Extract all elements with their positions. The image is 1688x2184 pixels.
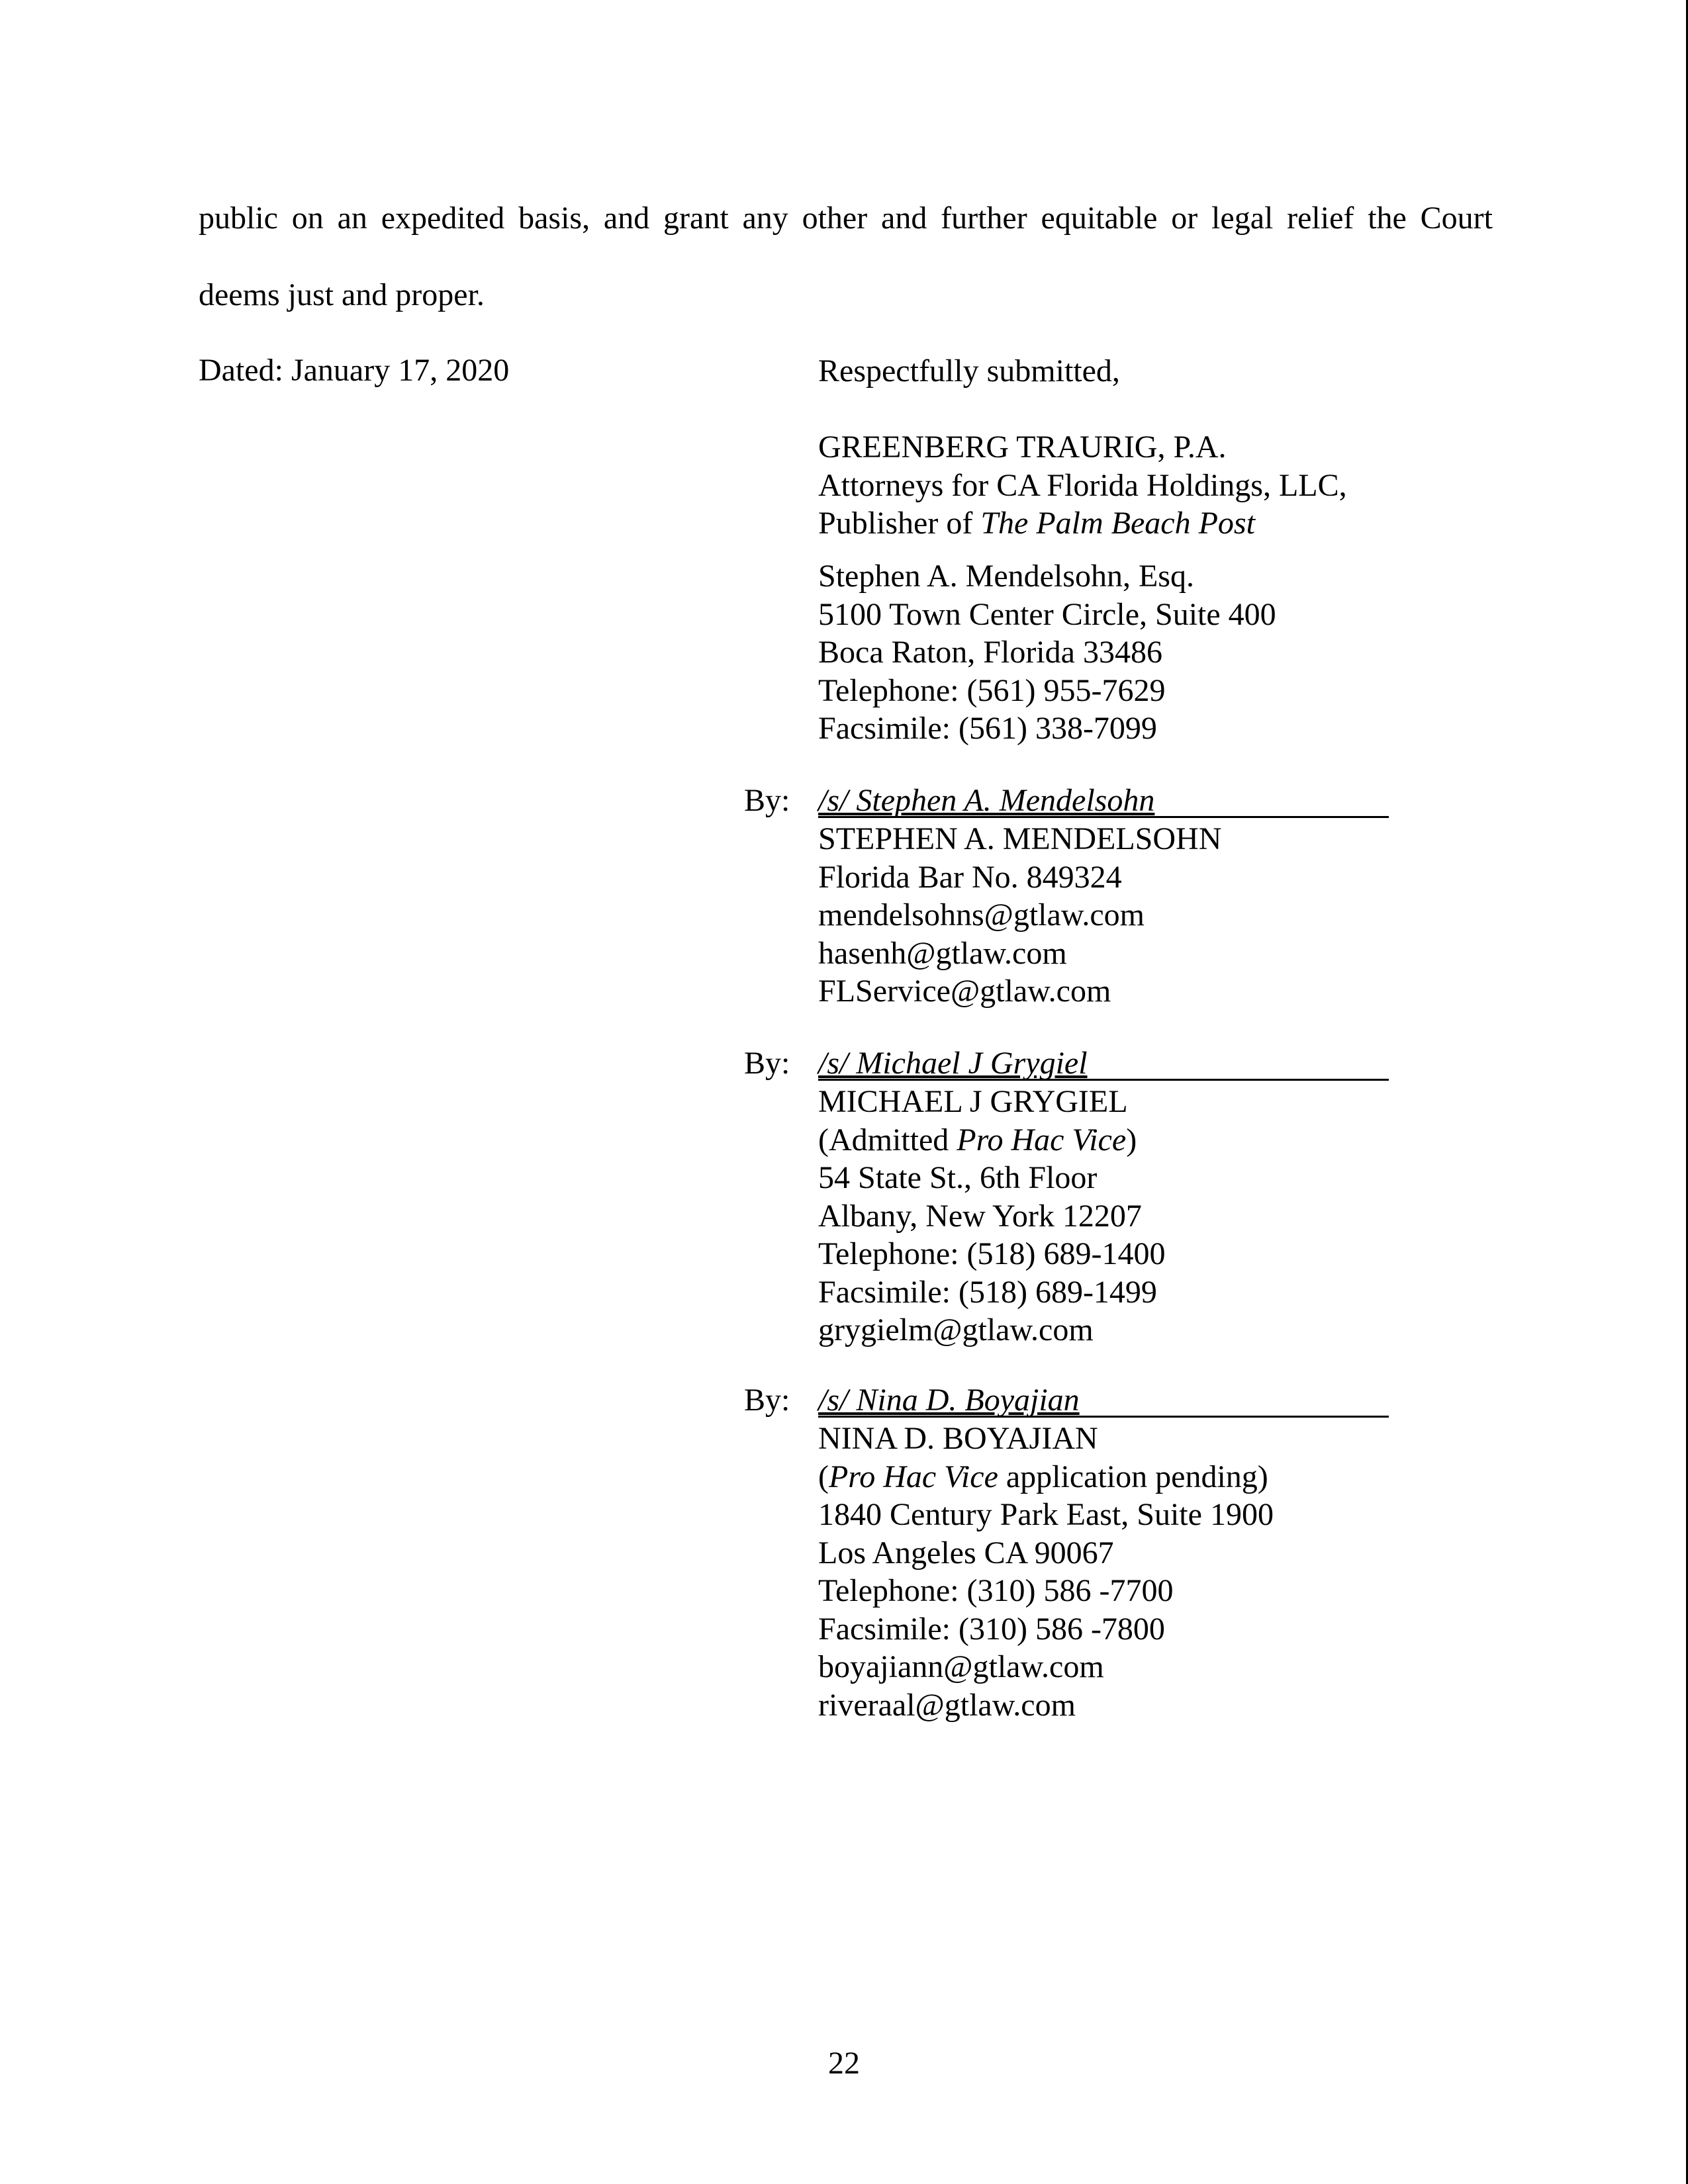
publisher-prefix: Publisher of xyxy=(818,506,981,541)
body-paragraph-line-1: public on an expedited basis, and grant any other and further equitable or legal relief the Court xyxy=(199,201,1493,236)
by-label-1: By: xyxy=(744,783,790,818)
contact-block xyxy=(818,557,1276,748)
by-label-2: By: xyxy=(744,1046,790,1081)
contact-address-2: Boca Raton, Florida 33486 xyxy=(818,635,1162,670)
phv-suffix: application pending) xyxy=(998,1459,1268,1494)
signatory-1-line: hasenh@gtlaw.com xyxy=(818,935,1067,971)
signature-line-1 xyxy=(818,782,1389,818)
contact-address-1: 5100 Town Center Circle, Suite 400 xyxy=(818,596,1276,632)
signature-3: /s/ Nina D. Boyajian xyxy=(818,1383,1080,1418)
page-number: 22 xyxy=(828,2046,860,2081)
phv-open: ( xyxy=(818,1459,829,1494)
signatory-2-line: grygielm@gtlaw.com xyxy=(818,1312,1094,1347)
firm-name: GREENBERG TRAURIG, P.A. xyxy=(818,430,1227,465)
signatory-2-name: MICHAEL J GRYGIEL xyxy=(818,1084,1128,1119)
contact-telephone: Telephone: (561) 955-7629 xyxy=(818,672,1166,708)
signatory-2-line: Albany, New York 12207 xyxy=(818,1198,1142,1234)
publisher-name: The Palm Beach Post xyxy=(980,506,1255,541)
signature-line-2 xyxy=(818,1044,1389,1081)
contact-name: Stephen A. Mendelsohn, Esq. xyxy=(818,559,1194,594)
signatory-3-block xyxy=(818,1420,1274,1724)
signatory-3-name: NINA D. BOYAJIAN xyxy=(818,1421,1098,1456)
admitted-suffix: ) xyxy=(1126,1122,1137,1158)
signatory-2-line: 54 State St., 6th Floor xyxy=(818,1160,1098,1195)
signatory-2-line: Telephone: (518) 689-1400 xyxy=(818,1236,1166,1271)
signatory-1-line: Florida Bar No. 849324 xyxy=(818,859,1122,895)
signatory-2-line: Facsimile: (518) 689-1499 xyxy=(818,1274,1157,1310)
signatory-2-admitted xyxy=(818,1121,1166,1160)
dated-line: Dated: January 17, 2020 xyxy=(199,353,510,388)
signatory-3-phv xyxy=(818,1458,1274,1496)
signatory-3-line: Facsimile: (310) 586 -7800 xyxy=(818,1611,1165,1647)
signature-line-3 xyxy=(818,1381,1389,1418)
signatory-3-line: Telephone: (310) 586 -7700 xyxy=(818,1573,1174,1608)
phv-italic: Pro Hac Vice xyxy=(828,1459,998,1494)
admitted-italic: Pro Hac Vice xyxy=(957,1122,1127,1158)
contact-facsimile: Facsimile: (561) 338-7099 xyxy=(818,711,1157,746)
firm-block xyxy=(818,428,1347,543)
signatory-1-line: mendelsohns@gtlaw.com xyxy=(818,897,1145,933)
signatory-3-line: Los Angeles CA 90067 xyxy=(818,1535,1114,1570)
signature-1: /s/ Stephen A. Mendelsohn xyxy=(818,783,1155,818)
signatory-1-line: FLService@gtlaw.com xyxy=(818,974,1111,1009)
signatory-3-line: boyajiann@gtlaw.com xyxy=(818,1649,1104,1684)
attorneys-for: Attorneys for CA Florida Holdings, LLC, xyxy=(818,467,1347,503)
signatory-1-block xyxy=(818,820,1221,1011)
signatory-1-line: STEPHEN A. MENDELSOHN xyxy=(818,821,1222,856)
closing-text: Respectfully submitted, xyxy=(818,353,1120,388)
signature-2: /s/ Michael J Grygiel xyxy=(818,1046,1088,1081)
publisher-line xyxy=(818,504,1347,543)
signatory-2-block xyxy=(818,1083,1166,1349)
signatory-3-line: riveraal@gtlaw.com xyxy=(818,1687,1076,1723)
by-label-3: By: xyxy=(744,1383,790,1418)
signatory-3-line: 1840 Century Park East, Suite 1900 xyxy=(818,1497,1274,1532)
admitted-prefix: (Admitted xyxy=(818,1122,957,1158)
body-paragraph-line-2: deems just and proper. xyxy=(199,277,485,312)
